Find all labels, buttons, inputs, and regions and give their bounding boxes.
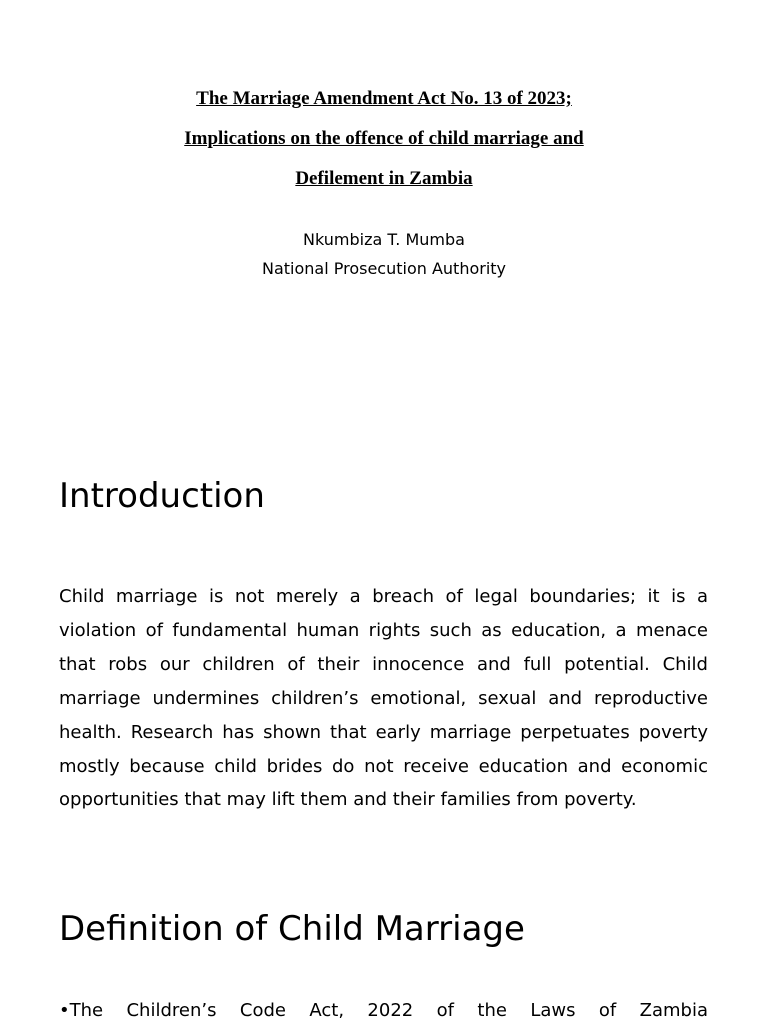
introduction-paragraph: Child marriage is not merely a breach of legal boundaries; it is a violation of fundamental human rights such as education, a menace that robs our children of their innocence and full potential. Child marriage undermines children’s emotional, sexual and reproductive health. Research has shown that early marriage perpetuates poverty mostly because child brides do not receive education and economic opportunities that may lift them and their families from poverty. [59,586,708,811]
definition-heading: Definition of Child Marriage [59,909,525,949]
title-line-1: The Marriage Amendment Act No. 13 of 2023; [196,88,572,109]
title-line-2: Implications on the offence of child marriage and [184,128,584,149]
definition-bullet-item: •The Children’s Code Act, 2022 of the Laws of Zambia [59,1000,708,1021]
title-line-3: Defilement in Zambia [295,168,473,189]
introduction-heading: Introduction [59,476,265,516]
author-name: Nkumbiza T. Mumba [303,230,465,249]
document-title [0,84,768,204]
author-organization: National Prosecution Authority [261,259,507,278]
author-block [0,228,768,286]
